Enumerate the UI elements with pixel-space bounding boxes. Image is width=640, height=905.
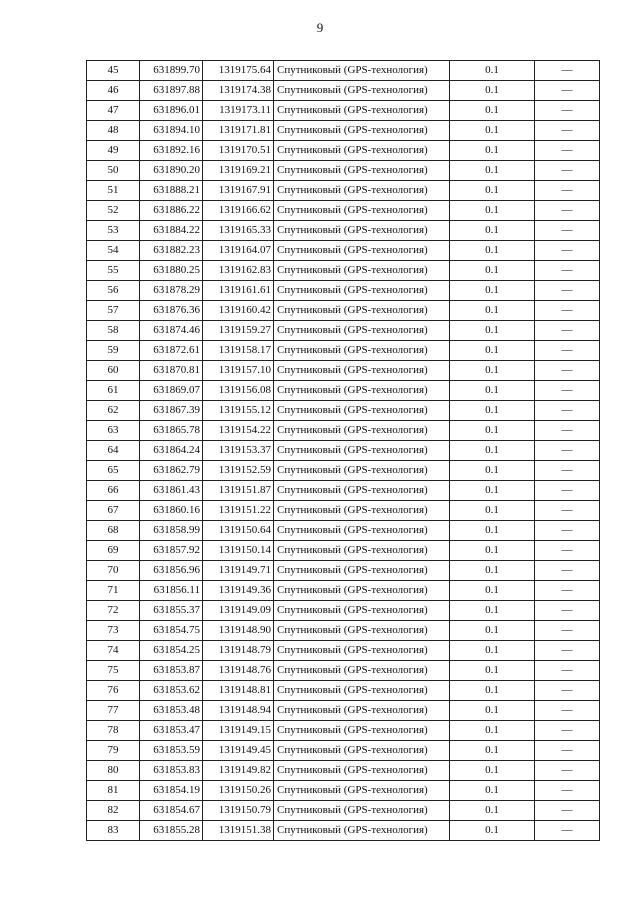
accuracy-cell: 0.1 xyxy=(450,341,535,361)
method-cell: Спутниковый (GPS-технология) xyxy=(274,761,450,781)
method-cell: Спутниковый (GPS-технология) xyxy=(274,341,450,361)
point-number-cell: 60 xyxy=(87,361,140,381)
method-cell: Спутниковый (GPS-технология) xyxy=(274,101,450,121)
point-number-cell: 72 xyxy=(87,601,140,621)
method-cell: Спутниковый (GPS-технология) xyxy=(274,721,450,741)
x-coordinate-cell: 631853.47 xyxy=(140,721,203,741)
coordinates-table-body xyxy=(87,61,600,841)
y-coordinate-cell: 1319148.94 xyxy=(203,701,274,721)
note-cell: — xyxy=(535,781,600,801)
table-row xyxy=(87,381,600,401)
note-cell: — xyxy=(535,701,600,721)
method-cell: Спутниковый (GPS-технология) xyxy=(274,201,450,221)
note-cell: — xyxy=(535,261,600,281)
y-coordinate-cell: 1319158.17 xyxy=(203,341,274,361)
accuracy-cell: 0.1 xyxy=(450,281,535,301)
method-cell: Спутниковый (GPS-технология) xyxy=(274,321,450,341)
x-coordinate-cell: 631853.83 xyxy=(140,761,203,781)
table-row xyxy=(87,361,600,381)
x-coordinate-cell: 631880.25 xyxy=(140,261,203,281)
y-coordinate-cell: 1319150.79 xyxy=(203,801,274,821)
note-cell: — xyxy=(535,621,600,641)
accuracy-cell: 0.1 xyxy=(450,381,535,401)
y-coordinate-cell: 1319155.12 xyxy=(203,401,274,421)
method-cell: Спутниковый (GPS-технология) xyxy=(274,821,450,841)
x-coordinate-cell: 631858.99 xyxy=(140,521,203,541)
y-coordinate-cell: 1319148.81 xyxy=(203,681,274,701)
y-coordinate-cell: 1319161.61 xyxy=(203,281,274,301)
x-coordinate-cell: 631861.43 xyxy=(140,481,203,501)
point-number-cell: 74 xyxy=(87,641,140,661)
table-row xyxy=(87,481,600,501)
accuracy-cell: 0.1 xyxy=(450,601,535,621)
table-row xyxy=(87,521,600,541)
point-number-cell: 78 xyxy=(87,721,140,741)
y-coordinate-cell: 1319165.33 xyxy=(203,221,274,241)
note-cell: — xyxy=(535,741,600,761)
accuracy-cell: 0.1 xyxy=(450,801,535,821)
point-number-cell: 48 xyxy=(87,121,140,141)
point-number-cell: 61 xyxy=(87,381,140,401)
method-cell: Спутниковый (GPS-технология) xyxy=(274,401,450,421)
note-cell: — xyxy=(535,501,600,521)
note-cell: — xyxy=(535,661,600,681)
accuracy-cell: 0.1 xyxy=(450,401,535,421)
point-number-cell: 54 xyxy=(87,241,140,261)
x-coordinate-cell: 631870.81 xyxy=(140,361,203,381)
point-number-cell: 76 xyxy=(87,681,140,701)
accuracy-cell: 0.1 xyxy=(450,161,535,181)
y-coordinate-cell: 1319170.51 xyxy=(203,141,274,161)
x-coordinate-cell: 631855.28 xyxy=(140,821,203,841)
note-cell: — xyxy=(535,121,600,141)
x-coordinate-cell: 631854.19 xyxy=(140,781,203,801)
accuracy-cell: 0.1 xyxy=(450,81,535,101)
accuracy-cell: 0.1 xyxy=(450,461,535,481)
point-number-cell: 79 xyxy=(87,741,140,761)
y-coordinate-cell: 1319160.42 xyxy=(203,301,274,321)
note-cell: — xyxy=(535,81,600,101)
y-coordinate-cell: 1319151.22 xyxy=(203,501,274,521)
accuracy-cell: 0.1 xyxy=(450,141,535,161)
point-number-cell: 56 xyxy=(87,281,140,301)
x-coordinate-cell: 631878.29 xyxy=(140,281,203,301)
method-cell: Спутниковый (GPS-технология) xyxy=(274,581,450,601)
point-number-cell: 69 xyxy=(87,541,140,561)
point-number-cell: 71 xyxy=(87,581,140,601)
x-coordinate-cell: 631856.96 xyxy=(140,561,203,581)
note-cell: — xyxy=(535,361,600,381)
table-row xyxy=(87,821,600,841)
table-row xyxy=(87,321,600,341)
table-row xyxy=(87,181,600,201)
y-coordinate-cell: 1319149.15 xyxy=(203,721,274,741)
y-coordinate-cell: 1319150.14 xyxy=(203,541,274,561)
table-row xyxy=(87,121,600,141)
point-number-cell: 55 xyxy=(87,261,140,281)
accuracy-cell: 0.1 xyxy=(450,681,535,701)
point-number-cell: 81 xyxy=(87,781,140,801)
point-number-cell: 49 xyxy=(87,141,140,161)
point-number-cell: 52 xyxy=(87,201,140,221)
y-coordinate-cell: 1319154.22 xyxy=(203,421,274,441)
point-number-cell: 50 xyxy=(87,161,140,181)
method-cell: Спутниковый (GPS-технология) xyxy=(274,301,450,321)
x-coordinate-cell: 631884.22 xyxy=(140,221,203,241)
note-cell: — xyxy=(535,541,600,561)
y-coordinate-cell: 1319164.07 xyxy=(203,241,274,261)
y-coordinate-cell: 1319153.37 xyxy=(203,441,274,461)
note-cell: — xyxy=(535,161,600,181)
point-number-cell: 67 xyxy=(87,501,140,521)
accuracy-cell: 0.1 xyxy=(450,741,535,761)
point-number-cell: 62 xyxy=(87,401,140,421)
point-number-cell: 45 xyxy=(87,61,140,81)
x-coordinate-cell: 631876.36 xyxy=(140,301,203,321)
table-row xyxy=(87,801,600,821)
method-cell: Спутниковый (GPS-технология) xyxy=(274,541,450,561)
y-coordinate-cell: 1319149.09 xyxy=(203,601,274,621)
y-coordinate-cell: 1319157.10 xyxy=(203,361,274,381)
note-cell: — xyxy=(535,761,600,781)
accuracy-cell: 0.1 xyxy=(450,481,535,501)
y-coordinate-cell: 1319150.64 xyxy=(203,521,274,541)
note-cell: — xyxy=(535,101,600,121)
method-cell: Спутниковый (GPS-технология) xyxy=(274,561,450,581)
table-row xyxy=(87,701,600,721)
note-cell: — xyxy=(535,61,600,81)
point-number-cell: 47 xyxy=(87,101,140,121)
note-cell: — xyxy=(535,181,600,201)
table-row xyxy=(87,201,600,221)
y-coordinate-cell: 1319151.38 xyxy=(203,821,274,841)
accuracy-cell: 0.1 xyxy=(450,441,535,461)
accuracy-cell: 0.1 xyxy=(450,221,535,241)
y-coordinate-cell: 1319149.82 xyxy=(203,761,274,781)
table-row xyxy=(87,421,600,441)
point-number-cell: 82 xyxy=(87,801,140,821)
x-coordinate-cell: 631899.70 xyxy=(140,61,203,81)
x-coordinate-cell: 631862.79 xyxy=(140,461,203,481)
accuracy-cell: 0.1 xyxy=(450,701,535,721)
note-cell: — xyxy=(535,521,600,541)
coordinates-table xyxy=(86,60,600,841)
method-cell: Спутниковый (GPS-технология) xyxy=(274,501,450,521)
accuracy-cell: 0.1 xyxy=(450,781,535,801)
table-row xyxy=(87,681,600,701)
y-coordinate-cell: 1319166.62 xyxy=(203,201,274,221)
note-cell: — xyxy=(535,381,600,401)
table-row xyxy=(87,221,600,241)
x-coordinate-cell: 631886.22 xyxy=(140,201,203,221)
y-coordinate-cell: 1319173.11 xyxy=(203,101,274,121)
point-number-cell: 70 xyxy=(87,561,140,581)
table-row xyxy=(87,401,600,421)
accuracy-cell: 0.1 xyxy=(450,501,535,521)
point-number-cell: 51 xyxy=(87,181,140,201)
table-row xyxy=(87,81,600,101)
y-coordinate-cell: 1319152.59 xyxy=(203,461,274,481)
note-cell: — xyxy=(535,281,600,301)
accuracy-cell: 0.1 xyxy=(450,521,535,541)
x-coordinate-cell: 631869.07 xyxy=(140,381,203,401)
x-coordinate-cell: 631888.21 xyxy=(140,181,203,201)
method-cell: Спутниковый (GPS-технология) xyxy=(274,181,450,201)
point-number-cell: 53 xyxy=(87,221,140,241)
table-row xyxy=(87,781,600,801)
table-row xyxy=(87,61,600,81)
method-cell: Спутниковый (GPS-технология) xyxy=(274,661,450,681)
point-number-cell: 75 xyxy=(87,661,140,681)
method-cell: Спутниковый (GPS-технология) xyxy=(274,161,450,181)
accuracy-cell: 0.1 xyxy=(450,761,535,781)
accuracy-cell: 0.1 xyxy=(450,121,535,141)
point-number-cell: 57 xyxy=(87,301,140,321)
accuracy-cell: 0.1 xyxy=(450,321,535,341)
table-row xyxy=(87,541,600,561)
note-cell: — xyxy=(535,241,600,261)
note-cell: — xyxy=(535,401,600,421)
y-coordinate-cell: 1319174.38 xyxy=(203,81,274,101)
accuracy-cell: 0.1 xyxy=(450,421,535,441)
accuracy-cell: 0.1 xyxy=(450,261,535,281)
table-row xyxy=(87,561,600,581)
note-cell: — xyxy=(535,341,600,361)
method-cell: Спутниковый (GPS-технология) xyxy=(274,701,450,721)
point-number-cell: 77 xyxy=(87,701,140,721)
point-number-cell: 63 xyxy=(87,421,140,441)
x-coordinate-cell: 631857.92 xyxy=(140,541,203,561)
table-row xyxy=(87,721,600,741)
note-cell: — xyxy=(535,681,600,701)
method-cell: Спутниковый (GPS-технология) xyxy=(274,361,450,381)
note-cell: — xyxy=(535,441,600,461)
table-row xyxy=(87,101,600,121)
x-coordinate-cell: 631892.16 xyxy=(140,141,203,161)
accuracy-cell: 0.1 xyxy=(450,821,535,841)
y-coordinate-cell: 1319150.26 xyxy=(203,781,274,801)
accuracy-cell: 0.1 xyxy=(450,201,535,221)
method-cell: Спутниковый (GPS-технология) xyxy=(274,141,450,161)
point-number-cell: 83 xyxy=(87,821,140,841)
table-row xyxy=(87,741,600,761)
accuracy-cell: 0.1 xyxy=(450,541,535,561)
x-coordinate-cell: 631872.61 xyxy=(140,341,203,361)
accuracy-cell: 0.1 xyxy=(450,621,535,641)
point-number-cell: 73 xyxy=(87,621,140,641)
point-number-cell: 59 xyxy=(87,341,140,361)
y-coordinate-cell: 1319156.08 xyxy=(203,381,274,401)
accuracy-cell: 0.1 xyxy=(450,241,535,261)
note-cell: — xyxy=(535,641,600,661)
table-row xyxy=(87,461,600,481)
accuracy-cell: 0.1 xyxy=(450,661,535,681)
point-number-cell: 65 xyxy=(87,461,140,481)
x-coordinate-cell: 631854.75 xyxy=(140,621,203,641)
method-cell: Спутниковый (GPS-технология) xyxy=(274,421,450,441)
table-row xyxy=(87,661,600,681)
x-coordinate-cell: 631853.87 xyxy=(140,661,203,681)
accuracy-cell: 0.1 xyxy=(450,361,535,381)
y-coordinate-cell: 1319148.76 xyxy=(203,661,274,681)
note-cell: — xyxy=(535,421,600,441)
x-coordinate-cell: 631856.11 xyxy=(140,581,203,601)
note-cell: — xyxy=(535,301,600,321)
table-row xyxy=(87,341,600,361)
y-coordinate-cell: 1319149.36 xyxy=(203,581,274,601)
note-cell: — xyxy=(535,461,600,481)
note-cell: — xyxy=(535,221,600,241)
y-coordinate-cell: 1319159.27 xyxy=(203,321,274,341)
table-row xyxy=(87,241,600,261)
x-coordinate-cell: 631865.78 xyxy=(140,421,203,441)
x-coordinate-cell: 631853.59 xyxy=(140,741,203,761)
note-cell: — xyxy=(535,601,600,621)
x-coordinate-cell: 631867.39 xyxy=(140,401,203,421)
x-coordinate-cell: 631855.37 xyxy=(140,601,203,621)
table-row xyxy=(87,501,600,521)
table-row xyxy=(87,641,600,661)
method-cell: Спутниковый (GPS-технология) xyxy=(274,741,450,761)
table-row xyxy=(87,441,600,461)
x-coordinate-cell: 631854.25 xyxy=(140,641,203,661)
accuracy-cell: 0.1 xyxy=(450,61,535,81)
x-coordinate-cell: 631890.20 xyxy=(140,161,203,181)
table-row xyxy=(87,281,600,301)
x-coordinate-cell: 631897.88 xyxy=(140,81,203,101)
point-number-cell: 68 xyxy=(87,521,140,541)
table-row xyxy=(87,161,600,181)
method-cell: Спутниковый (GPS-технология) xyxy=(274,801,450,821)
note-cell: — xyxy=(535,721,600,741)
method-cell: Спутниковый (GPS-технология) xyxy=(274,621,450,641)
y-coordinate-cell: 1319151.87 xyxy=(203,481,274,501)
y-coordinate-cell: 1319175.64 xyxy=(203,61,274,81)
note-cell: — xyxy=(535,801,600,821)
note-cell: — xyxy=(535,821,600,841)
note-cell: — xyxy=(535,481,600,501)
method-cell: Спутниковый (GPS-технология) xyxy=(274,681,450,701)
x-coordinate-cell: 631896.01 xyxy=(140,101,203,121)
x-coordinate-cell: 631853.48 xyxy=(140,701,203,721)
method-cell: Спутниковый (GPS-технология) xyxy=(274,61,450,81)
x-coordinate-cell: 631864.24 xyxy=(140,441,203,461)
x-coordinate-cell: 631854.67 xyxy=(140,801,203,821)
accuracy-cell: 0.1 xyxy=(450,561,535,581)
y-coordinate-cell: 1319162.83 xyxy=(203,261,274,281)
point-number-cell: 46 xyxy=(87,81,140,101)
accuracy-cell: 0.1 xyxy=(450,721,535,741)
method-cell: Спутниковый (GPS-технология) xyxy=(274,461,450,481)
x-coordinate-cell: 631853.62 xyxy=(140,681,203,701)
method-cell: Спутниковый (GPS-технология) xyxy=(274,781,450,801)
note-cell: — xyxy=(535,581,600,601)
method-cell: Спутниковый (GPS-технология) xyxy=(274,281,450,301)
y-coordinate-cell: 1319149.71 xyxy=(203,561,274,581)
method-cell: Спутниковый (GPS-технология) xyxy=(274,521,450,541)
method-cell: Спутниковый (GPS-технология) xyxy=(274,381,450,401)
method-cell: Спутниковый (GPS-технология) xyxy=(274,261,450,281)
note-cell: — xyxy=(535,201,600,221)
table-row xyxy=(87,261,600,281)
note-cell: — xyxy=(535,561,600,581)
point-number-cell: 66 xyxy=(87,481,140,501)
point-number-cell: 58 xyxy=(87,321,140,341)
accuracy-cell: 0.1 xyxy=(450,581,535,601)
y-coordinate-cell: 1319149.45 xyxy=(203,741,274,761)
accuracy-cell: 0.1 xyxy=(450,301,535,321)
note-cell: — xyxy=(535,141,600,161)
table-row xyxy=(87,601,600,621)
method-cell: Спутниковый (GPS-технология) xyxy=(274,601,450,621)
y-coordinate-cell: 1319148.90 xyxy=(203,621,274,641)
table-row xyxy=(87,301,600,321)
table-row xyxy=(87,581,600,601)
point-number-cell: 64 xyxy=(87,441,140,461)
x-coordinate-cell: 631882.23 xyxy=(140,241,203,261)
table-row xyxy=(87,141,600,161)
y-coordinate-cell: 1319148.79 xyxy=(203,641,274,661)
y-coordinate-cell: 1319167.91 xyxy=(203,181,274,201)
accuracy-cell: 0.1 xyxy=(450,101,535,121)
method-cell: Спутниковый (GPS-технология) xyxy=(274,481,450,501)
method-cell: Спутниковый (GPS-технология) xyxy=(274,121,450,141)
method-cell: Спутниковый (GPS-технология) xyxy=(274,641,450,661)
x-coordinate-cell: 631894.10 xyxy=(140,121,203,141)
accuracy-cell: 0.1 xyxy=(450,181,535,201)
table-row xyxy=(87,761,600,781)
method-cell: Спутниковый (GPS-технология) xyxy=(274,221,450,241)
accuracy-cell: 0.1 xyxy=(450,641,535,661)
x-coordinate-cell: 631860.16 xyxy=(140,501,203,521)
method-cell: Спутниковый (GPS-технология) xyxy=(274,81,450,101)
x-coordinate-cell: 631874.46 xyxy=(140,321,203,341)
note-cell: — xyxy=(535,321,600,341)
y-coordinate-cell: 1319169.21 xyxy=(203,161,274,181)
point-number-cell: 80 xyxy=(87,761,140,781)
page-number: 9 xyxy=(316,20,324,35)
y-coordinate-cell: 1319171.81 xyxy=(203,121,274,141)
method-cell: Спутниковый (GPS-технология) xyxy=(274,241,450,261)
table-row xyxy=(87,621,600,641)
method-cell: Спутниковый (GPS-технология) xyxy=(274,441,450,461)
